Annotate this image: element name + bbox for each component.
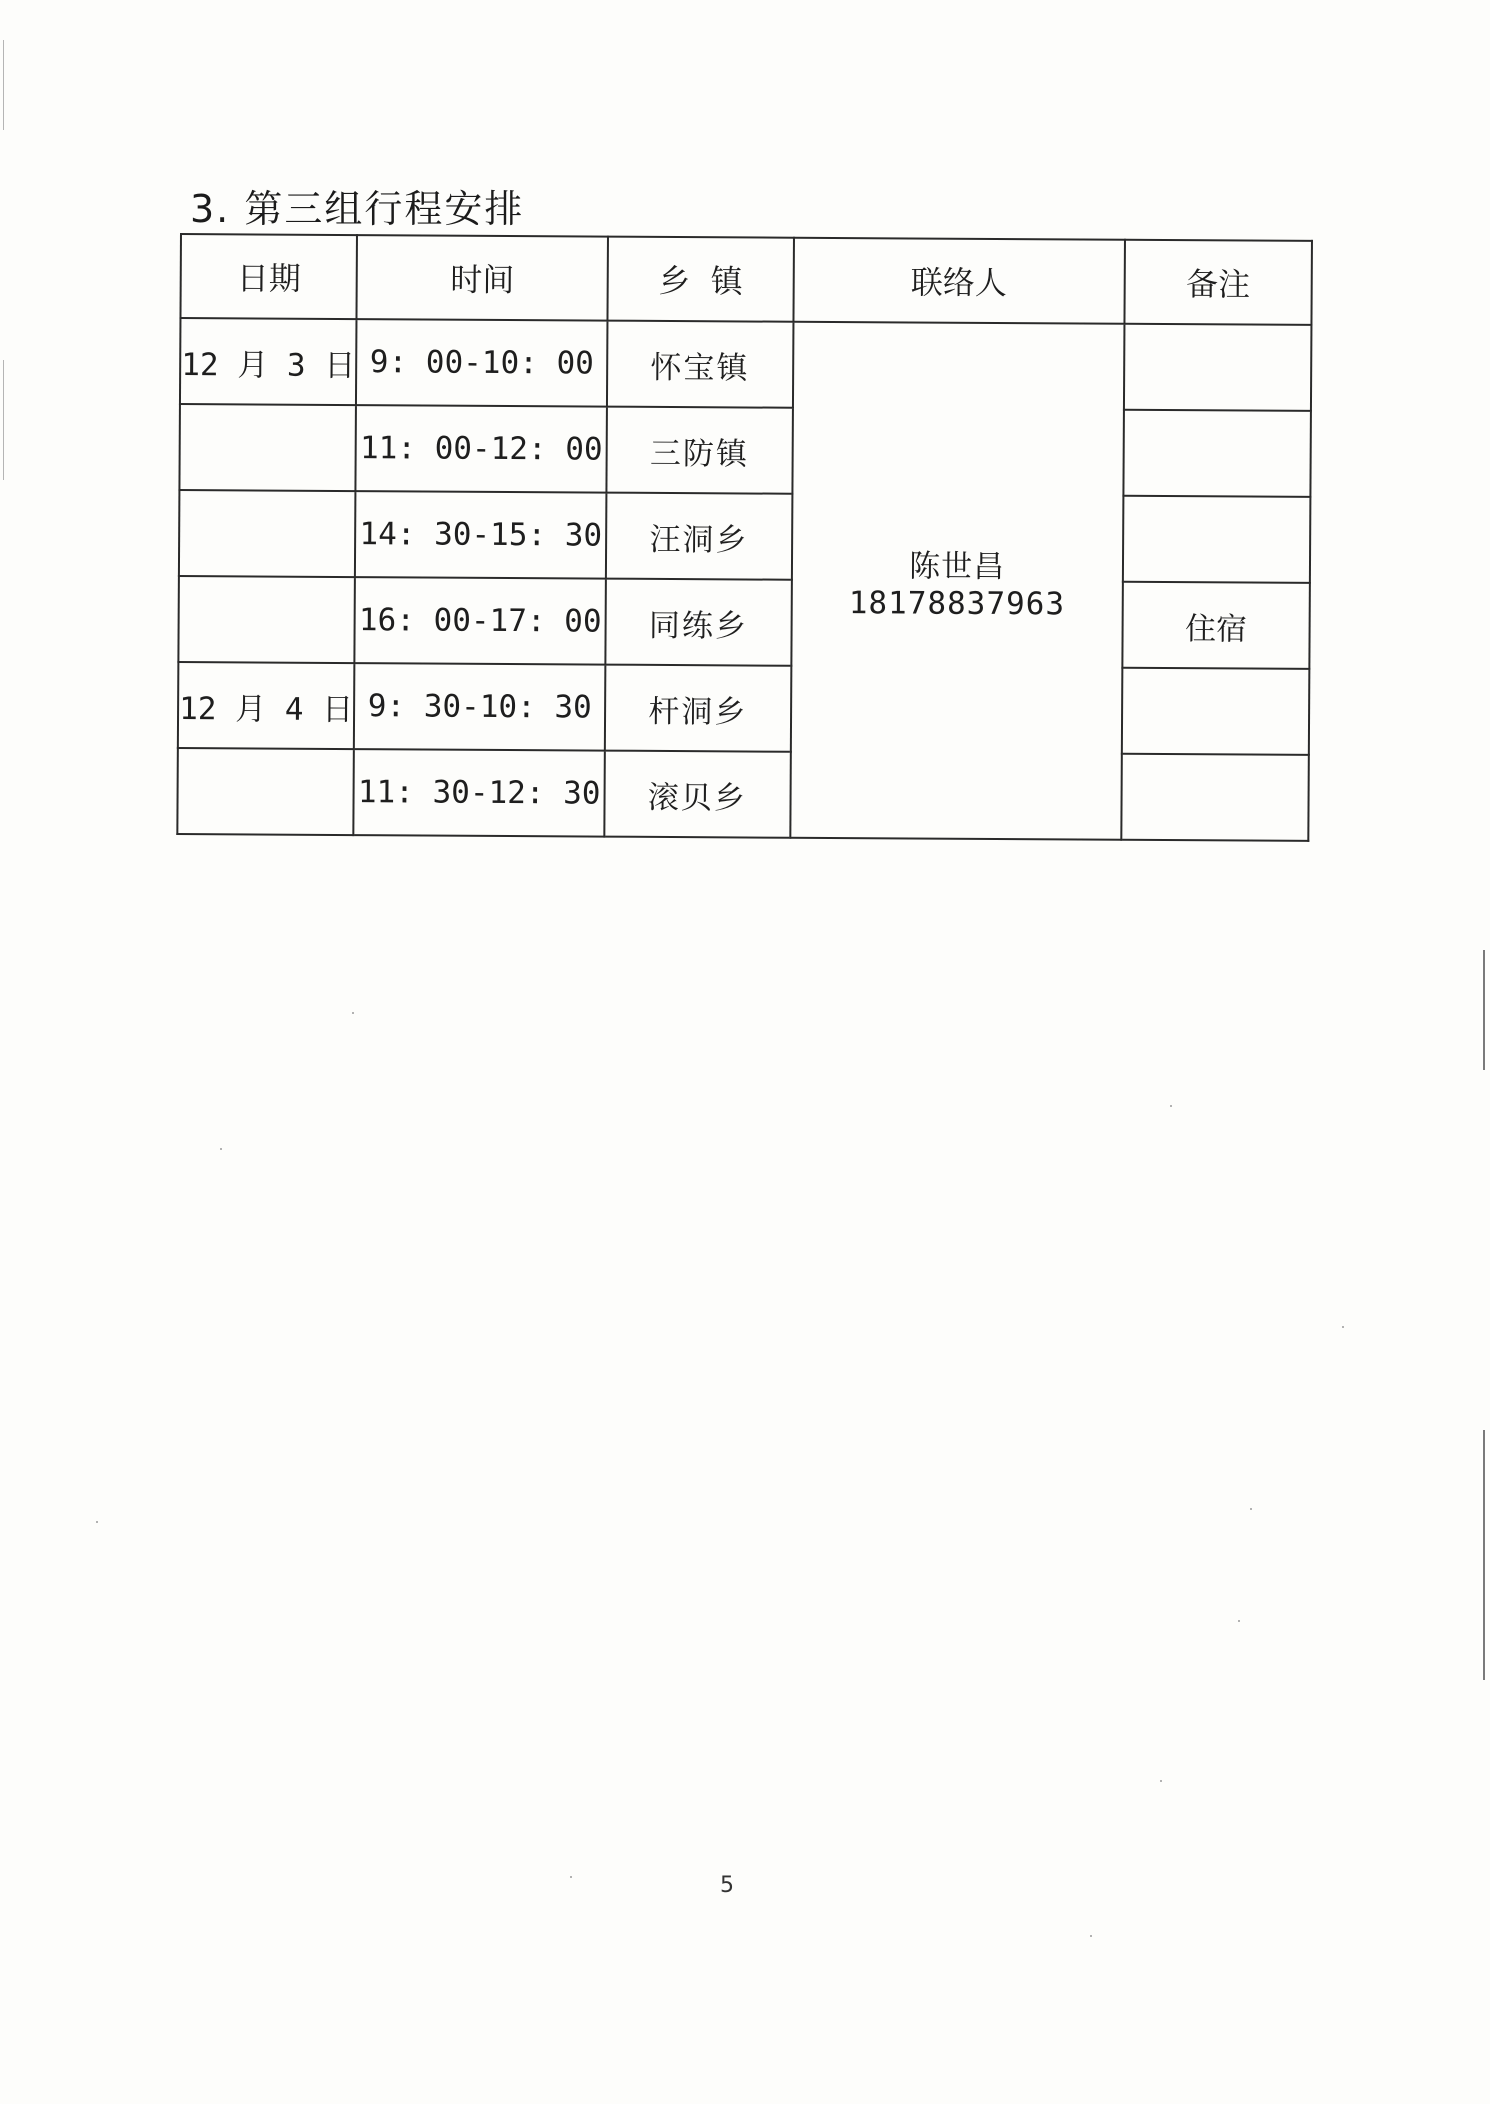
scan-speck — [1170, 1105, 1172, 1107]
row-note — [1123, 496, 1311, 583]
table-header-row — [180, 234, 1311, 325]
scan-edge-mark — [1483, 950, 1485, 1070]
header-note: 备注 — [1124, 240, 1312, 325]
header-date: 日期 — [180, 234, 357, 319]
scan-edge-mark — [3, 360, 4, 480]
table-row — [179, 404, 1311, 497]
scan-speck — [570, 1876, 572, 1878]
scan-speck — [1160, 1780, 1162, 1782]
row-town: 三防镇 — [607, 407, 793, 494]
schedule-table — [176, 233, 1313, 842]
table-row — [177, 748, 1309, 841]
row-time: 9: 00-10: 00 — [356, 319, 607, 407]
scan-speck — [1250, 1508, 1252, 1510]
row-town: 怀宝镇 — [607, 321, 793, 408]
scan-speck — [220, 1148, 222, 1150]
table-row — [180, 318, 1312, 411]
row-note — [1124, 324, 1312, 411]
header-contact: 联络人 — [793, 238, 1125, 324]
row-date — [178, 576, 355, 663]
row-time: 11: 30-12: 30 — [354, 749, 605, 837]
table-row — [178, 662, 1310, 755]
row-town: 同练乡 — [605, 579, 791, 666]
row-note — [1123, 410, 1311, 497]
row-date: 12 月 3 日 — [180, 318, 357, 405]
row-date: 12 月 4 日 — [178, 662, 355, 749]
header-town: 乡 镇 — [608, 237, 794, 322]
row-time: 14: 30-15: 30 — [355, 491, 606, 579]
scan-speck — [1238, 1620, 1240, 1622]
scan-edge-mark — [3, 40, 4, 130]
scan-speck — [352, 1012, 354, 1014]
scan-edge-mark — [1483, 1430, 1485, 1680]
row-time: 9: 30-10: 30 — [354, 663, 605, 751]
table-row — [178, 576, 1310, 669]
row-town: 汪洞乡 — [606, 493, 792, 580]
scan-speck — [1342, 1326, 1344, 1328]
row-date — [179, 490, 356, 577]
section-heading: 3. 第三组行程安排 — [190, 187, 525, 231]
page-number: 5 — [720, 1873, 734, 1898]
row-time: 11: 00-12: 00 — [356, 405, 607, 493]
row-date — [179, 404, 356, 491]
contact-cell: 陈世昌 18178837963 — [790, 322, 1124, 840]
row-note — [1122, 668, 1310, 755]
scan-speck — [1090, 1935, 1092, 1937]
row-town: 杆洞乡 — [605, 665, 791, 752]
row-town: 滚贝乡 — [604, 751, 790, 838]
row-note: 住宿 — [1122, 582, 1310, 669]
row-note — [1121, 754, 1309, 841]
row-time: 16: 00-17: 00 — [355, 577, 606, 665]
scan-speck — [96, 1521, 98, 1523]
header-time: 时间 — [357, 235, 608, 321]
row-date — [177, 748, 354, 835]
table-row — [179, 490, 1311, 583]
